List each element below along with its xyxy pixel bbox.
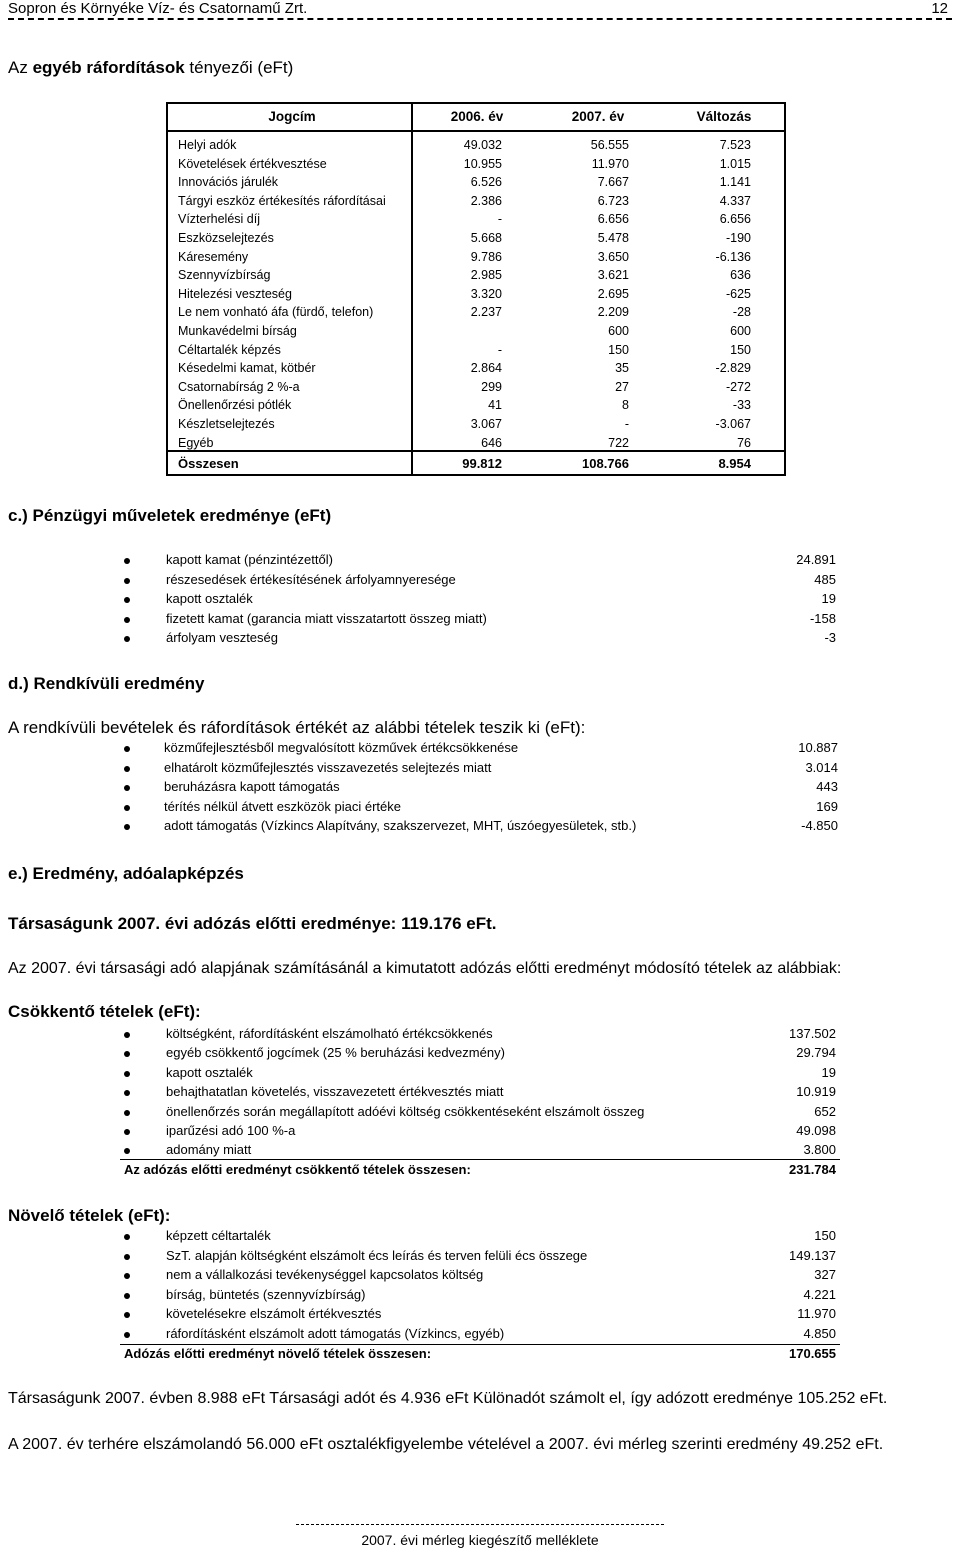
value-2007: 6.656: [597, 212, 629, 227]
decrease-title: Csökkentő tételek (eFt):: [8, 1002, 201, 1021]
value-change: -2.829: [715, 361, 751, 376]
row-title: Szennyvízbírság: [178, 268, 271, 283]
bullet-icon: [124, 617, 130, 623]
result-intro: Az 2007. évi társasági adó alapjának számításánál a kimutatott adózás előtti eredményt módosító tételek az alábbiak:: [8, 960, 842, 977]
value-change: -272: [725, 379, 751, 394]
row-title: Eszközselejtezés: [178, 231, 274, 245]
tax-text: Társaságunk 2007. évben 8.988 eFt Társasági adót és 4.936 eFt Különadót számolt el, így adózott eredménye 105.252 eFt.: [8, 1390, 888, 1407]
decrease-item-label: adomány miatt: [166, 1142, 252, 1158]
value-change: 1.141: [719, 175, 751, 190]
value-change: -6.136: [715, 249, 751, 264]
financial-item-label: árfolyam veszteség: [166, 630, 278, 646]
decrease-item-value: 29.794: [796, 1045, 836, 1061]
value-2007: 6.723: [597, 193, 629, 208]
financial-item-label: fizetett kamat (garancia miatt visszatartott összeg miatt): [166, 610, 487, 626]
row-title: Egyéb: [178, 435, 214, 450]
total-2006: 99.812: [462, 456, 502, 471]
page-number: 12: [931, 0, 948, 17]
value-2006: 2.237: [470, 305, 502, 320]
value-change: 76: [737, 435, 751, 450]
bullet-icon: [124, 578, 130, 584]
row-title: Tárgyi eszköz értékesítés ráfordításai: [178, 193, 386, 208]
value-2006: -: [497, 342, 502, 357]
table-row: [168, 231, 784, 250]
table-row: [168, 417, 784, 436]
table-row: [168, 194, 784, 213]
decrease-item-value: 49.098: [796, 1123, 836, 1138]
title-prefix: Az: [8, 58, 33, 77]
extraordinary-item-label: közműfejlesztésből megvalósított közművek értékcsökkenése: [164, 740, 519, 755]
total-2007: 108.766: [582, 456, 629, 471]
bullet-icon: [124, 597, 130, 603]
increase-item-label: követelésekre elszámolt értékvesztés: [166, 1306, 382, 1322]
dividend-text: A 2007. év terhére elszámolandó 56.000 eFt osztalékfigyelembe vételével a 2007. évi mérleg szerinti eredmény 49.252 eFt.: [8, 1436, 884, 1453]
decrease-total-label: Az adózás előtti eredményt csökkentő tételek összesen:: [124, 1162, 471, 1177]
value-2006: 646: [481, 435, 502, 450]
decrease-item-label: behajthatatlan követelés, visszavezetett értékvesztés miatt: [166, 1084, 504, 1100]
row-title: Követelések értékvesztése: [178, 156, 327, 171]
table-row: [168, 287, 784, 306]
financial-item-value: -3: [824, 630, 836, 646]
bullet-icon: [124, 1254, 130, 1260]
financial-title: c.) Pénzügyi műveletek eredménye (eFt): [8, 506, 332, 525]
bullet-icon: [124, 1312, 130, 1318]
bullet-icon: [124, 785, 130, 791]
table-row: [168, 343, 784, 362]
row-title: Késedelmi kamat, kötbér: [178, 361, 316, 376]
value-2007: 35: [615, 361, 629, 376]
footer-divider: [296, 1524, 664, 1525]
total-change: 8.954: [718, 456, 751, 471]
pretax-result: Társaságunk 2007. évi adózás előtti eredménye: 119.176 eFt.: [8, 914, 497, 933]
bullet-icon: [124, 1051, 130, 1057]
decrease-item-label: önellenőrzés során megállapított adóévi költség csökkentéseként elszámolt összeg: [166, 1103, 645, 1119]
table-row: [168, 361, 784, 380]
value-2006: 2.985: [470, 268, 502, 283]
value-change: 600: [730, 324, 751, 338]
extraordinary-title: d.) Rendkívüli eredmény: [8, 674, 205, 693]
decrease-item-label: iparűzési adó 100 %-a: [166, 1123, 296, 1138]
value-2006: 299: [481, 379, 502, 394]
value-2006: 5.668: [470, 231, 502, 245]
decrease-sum-line: [120, 1159, 840, 1160]
table-row: [168, 212, 784, 231]
company-name: Sopron és Környéke Víz- és Csatornamű Zrt.: [8, 0, 308, 17]
decrease-item-value: 137.502: [789, 1026, 836, 1041]
table-row: [168, 436, 784, 455]
row-title: Káresemény: [178, 249, 249, 264]
value-2007: 150: [608, 342, 629, 357]
bullet-icon: [124, 746, 130, 752]
decrease-item-label: költségként, ráfordításként elszámolható értékcsökkenés: [166, 1026, 493, 1041]
row-title: Innovációs járulék: [178, 175, 279, 190]
decrease-item-value: 19: [821, 1064, 836, 1080]
increase-item-value: 4.850: [803, 1326, 836, 1341]
increase-total-value: 170.655: [789, 1346, 836, 1361]
table-total-row: [168, 456, 784, 475]
table-row: [168, 175, 784, 194]
extraordinary-intro: A rendkívüli bevételek és ráfordítások értékét az alábbi tételek teszik ki (eFt):: [8, 718, 586, 737]
extraordinary-item-value: 169: [816, 798, 838, 814]
extraordinary-item-label: adott támogatás (Vízkincs Alapítvány, szakszervezet, MHT, úszóegyesületek, stb.): [164, 818, 637, 834]
row-title: Munkavédelmi bírság: [178, 324, 297, 338]
increase-sum-line: [120, 1344, 840, 1345]
increase-item-label: SzT. alapján költségként elszámolt écs leírás és terven felüli écs összege: [166, 1247, 588, 1263]
value-2007: 8: [622, 398, 629, 413]
table-row: [168, 324, 784, 343]
financial-item-value: 485: [814, 571, 836, 587]
financial-item-value: 24.891: [796, 552, 836, 567]
table-row: [168, 380, 784, 399]
value-change: -33: [732, 398, 751, 413]
other-expenses-table: [166, 102, 786, 476]
header-separator: [168, 130, 784, 132]
value-change: 636: [730, 268, 751, 283]
decrease-item-value: 652: [814, 1103, 836, 1119]
extraordinary-item-value: 10.887: [798, 740, 838, 755]
bullet-icon: [124, 1293, 130, 1299]
total-label: Összesen: [178, 456, 239, 471]
value-change: 6.656: [719, 212, 751, 227]
value-2006: 49.032: [463, 138, 502, 152]
increase-item-label: nem a vállalkozási tevékenységgel kapcsolatos költség: [166, 1267, 484, 1283]
bullet-icon: [124, 1234, 130, 1240]
financial-item-label: kapott osztalék: [166, 591, 253, 607]
value-2007: 2.209: [597, 305, 629, 320]
col-header-title: Jogcím: [268, 109, 316, 124]
decrease-item-value: 10.919: [796, 1084, 836, 1100]
value-2006: 6.526: [470, 175, 502, 190]
increase-item-value: 149.137: [789, 1247, 836, 1263]
value-2007: 11.970: [591, 156, 629, 171]
value-change: -3.067: [715, 417, 751, 431]
bullet-icon: [124, 1090, 130, 1096]
value-2007: 56.555: [590, 138, 629, 152]
table-row: [168, 268, 784, 287]
result-title: e.) Eredmény, adóalapképzés: [8, 864, 244, 883]
col-header-2007: 2007. év: [571, 109, 625, 124]
header-divider: [8, 18, 952, 20]
title-bold: egyéb ráfordítások: [32, 58, 185, 77]
value-2006: -: [497, 212, 502, 227]
financial-item-value: 19: [821, 591, 836, 607]
row-title: Hitelezési veszteség: [178, 286, 292, 301]
increase-item-value: 150: [814, 1228, 836, 1243]
table-row: [168, 138, 784, 157]
value-change: -28: [732, 305, 751, 320]
value-change: 1.015: [719, 156, 751, 171]
financial-item-value: -158: [809, 610, 836, 626]
decrease-item-label: egyéb csökkentő jogcímek (25 % beruházási kedvezmény): [166, 1045, 505, 1061]
value-2007: 7.667: [597, 175, 629, 190]
value-2007: 3.650: [597, 249, 629, 264]
increase-title: Növelő tételek (eFt):: [8, 1206, 171, 1225]
value-change: -625: [725, 286, 751, 301]
decrease-item-value: 3.800: [803, 1142, 836, 1158]
other-expenses-title: [8, 58, 293, 78]
value-2007: 27: [615, 379, 629, 394]
bullet-icon: [124, 1332, 130, 1338]
value-change: 150: [730, 342, 751, 357]
decrease-item-label: kapott osztalék: [166, 1064, 253, 1080]
bullet-icon: [124, 1071, 130, 1077]
bullet-icon: [124, 1032, 130, 1038]
value-change: 4.337: [719, 193, 751, 208]
increase-item-label: ráfordításként elszámolt adott támogatás (Vízkincs, egyéb): [166, 1326, 505, 1341]
row-title: Le nem vonható áfa (fürdő, telefon): [178, 305, 374, 320]
value-change: -190: [725, 231, 751, 245]
value-2007: 2.695: [597, 286, 629, 301]
increase-item-label: bírság, büntetés (szennyvízbírság): [166, 1286, 366, 1302]
increase-item-value: 327: [814, 1267, 836, 1283]
value-2006: 41: [488, 398, 502, 413]
financial-item-label: kapott kamat (pénzintézettől): [166, 552, 333, 567]
bullet-icon: [124, 766, 130, 772]
value-2007: -: [624, 417, 629, 431]
value-2006: 9.786: [470, 249, 502, 264]
bullet-icon: [124, 1273, 130, 1279]
increase-item-value: 4.221: [803, 1286, 836, 1302]
extraordinary-item-label: beruházásra kapott támogatás: [164, 779, 340, 795]
extraordinary-item-label: térítés nélkül átvett eszközök piaci értéke: [164, 798, 402, 814]
extraordinary-item-label: elhatárolt közműfejlesztés visszavezetés selejtezés miatt: [164, 759, 492, 775]
bullet-icon: [124, 636, 130, 642]
value-2006: 3.067: [470, 417, 502, 431]
value-2006: 2.864: [470, 361, 502, 376]
row-title: Céltartalék képzés: [178, 342, 281, 357]
col-header-change: Változás: [696, 109, 752, 124]
increase-item-value: 11.970: [797, 1306, 836, 1322]
extraordinary-item-value: 3.014: [805, 759, 838, 775]
value-2006: 2.386: [470, 193, 502, 208]
row-title: Készletselejtezés: [178, 417, 275, 431]
value-2006: 10.955: [463, 156, 502, 171]
bullet-icon: [124, 824, 130, 830]
table-row: [168, 305, 784, 324]
decrease-total-value: 231.784: [789, 1162, 836, 1177]
col-header-2006: 2006. év: [450, 109, 504, 124]
financial-item-label: részesedések értékesítésének árfolyamnyeresége: [166, 571, 456, 587]
footer-text: 2007. évi mérleg kiegészítő melléklete: [361, 1532, 599, 1548]
value-2007: 600: [608, 324, 629, 338]
bullet-icon: [124, 805, 130, 811]
table-row: [168, 250, 784, 269]
increase-total-label: Adózás előtti eredményt növelő tételek összesen:: [124, 1346, 432, 1361]
bullet-icon: [124, 558, 130, 564]
bullet-icon: [124, 1110, 130, 1116]
table-row: [168, 157, 784, 176]
bullet-icon: [124, 1129, 130, 1135]
value-change: 7.523: [719, 138, 751, 152]
row-title: Vízterhelési díj: [178, 212, 260, 227]
row-title: Csatornabírság 2 %-a: [178, 379, 300, 394]
value-2007: 722: [608, 435, 629, 450]
value-2007: 3.621: [597, 268, 629, 283]
value-2007: 5.478: [597, 231, 629, 245]
extraordinary-item-value: 443: [816, 779, 838, 795]
bullet-icon: [124, 1148, 130, 1154]
increase-item-label: képzett céltartalék: [166, 1228, 271, 1243]
table-row: [168, 398, 784, 417]
extraordinary-item-value: -4.850: [801, 818, 838, 834]
title-suffix: tényezői (eFt): [184, 58, 294, 77]
row-title: Helyi adók: [178, 138, 237, 152]
row-title: Önellenőrzési pótlék: [178, 398, 292, 413]
value-2006: 3.320: [470, 286, 502, 301]
